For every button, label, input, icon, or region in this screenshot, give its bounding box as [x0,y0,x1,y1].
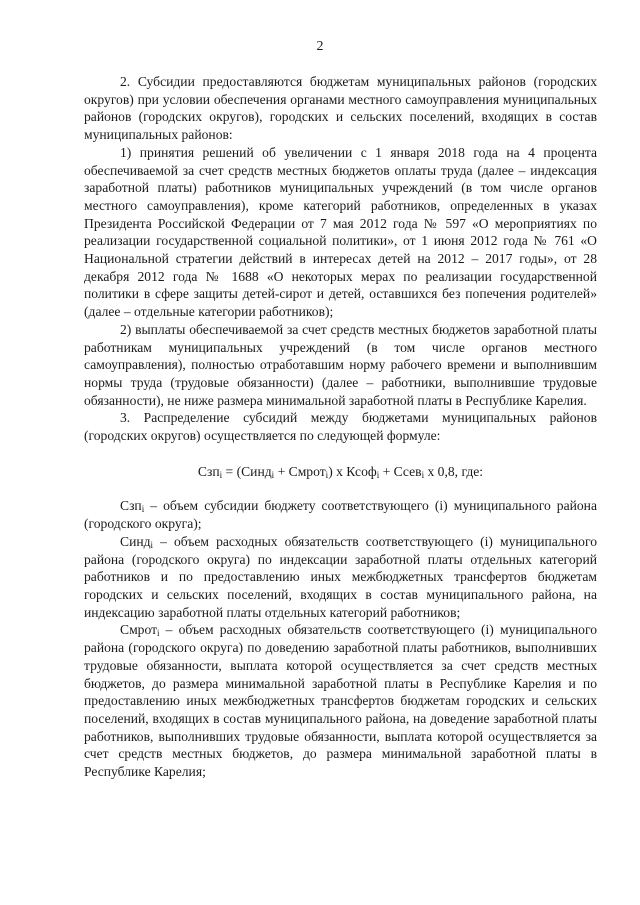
paragraph-3-distribution: 3. Распределение субсидий между бюджетами муниципальных районов (городских округов) осуществляется по следующей формуле: [84,410,597,444]
paragraph-condition-2-minimum-wage: 2) выплаты обеспечиваемой за счет средств местных бюджетов заработной платы работникам муниципальных учреждений (в том числе органов местного самоуправления), полностью отработавшим норму рабочего времени и выполнившим нормы труда (трудовые обязанности) (далее – работники, выполнившие трудовые обязанности), не ниже размера минимальной заработной платы в Республике Карелия. [84,321,597,408]
definition-sind: Синд$_i$ – объем расходных обязательств соответствующего (i) муниципального района (городского округа) по индексации заработной платы отдельных категорий работников и по предоставлению иных межбюджетных трансфертов бюджетам городских и сельских поселений, входящих в состав муниципального района, на индексацию заработной платы отдельных категорий работников; [84,533,597,620]
distribution-formula: Сзп$_i$ = (Синд$_i$ + Смрот$_i$) х Ксоф$_i$ + Ссев$_i$ х 0,8, где: [197,463,484,480]
paragraph-condition-1-indexation: 1) принятия решений об увеличении с 1 января 2018 года на 4 процента обеспечиваемой за счет средств местных бюджетов оплаты труда (далее – индексация заработной платы) работников муниципальных учреждений (в том числе органов местного самоуправления), кроме категорий работников, определенных в указах Президента Российской Федерации от 7 мая 2012 года № 597 «О мероприятиях по реализации государственной социальной политики», от 1 июня 2012 года № 761 «О Национальной стратегии действий в интересах детей на 2012 – 2017 годы», от 28 декабря 2012 года № 1688 «О некоторых мерах по реализации государственной политики в сфере защиты детей-сирот и детей, оставшихся без попечения родителей» (далее – отдельные категории работников); [84,144,597,320]
paragraph-2-subsidies-conditions: 2. Субсидии предоставляются бюджетам муниципальных районов (городских округов) при условии обеспечения органами местного самоуправления муниципальных районов (городских округов), городских и сельских поселений, входящих в состав муниципальных районов: [84,74,597,143]
document-body [84,73,597,781]
page-number: 2 [316,39,324,54]
definition-smrot: Смрот$_i$ – объем расходных обязательств соответствующего (i) муниципального района (городского округа) по доведению заработной платы работников, выполнивших трудовые обязанности, выплата которой осуществляется за счет средств местных бюджетов, до размера минимальной заработной платы в Республике Карелия и по предоставлению иных межбюджетных трансфертов бюджетам городских и сельских поселений, входящих в состав муниципального района, на доведение заработной платы работников, выполнивших трудовые обязанности, выплата которой осуществляется за счет средств местных бюджетов, до размера минимальной заработной платы в Республике Карелия; [84,622,597,780]
definition-szp: Сзп$_i$ – объем субсидии бюджету соответствующего (i) муниципального района (городского округа); [84,498,597,532]
